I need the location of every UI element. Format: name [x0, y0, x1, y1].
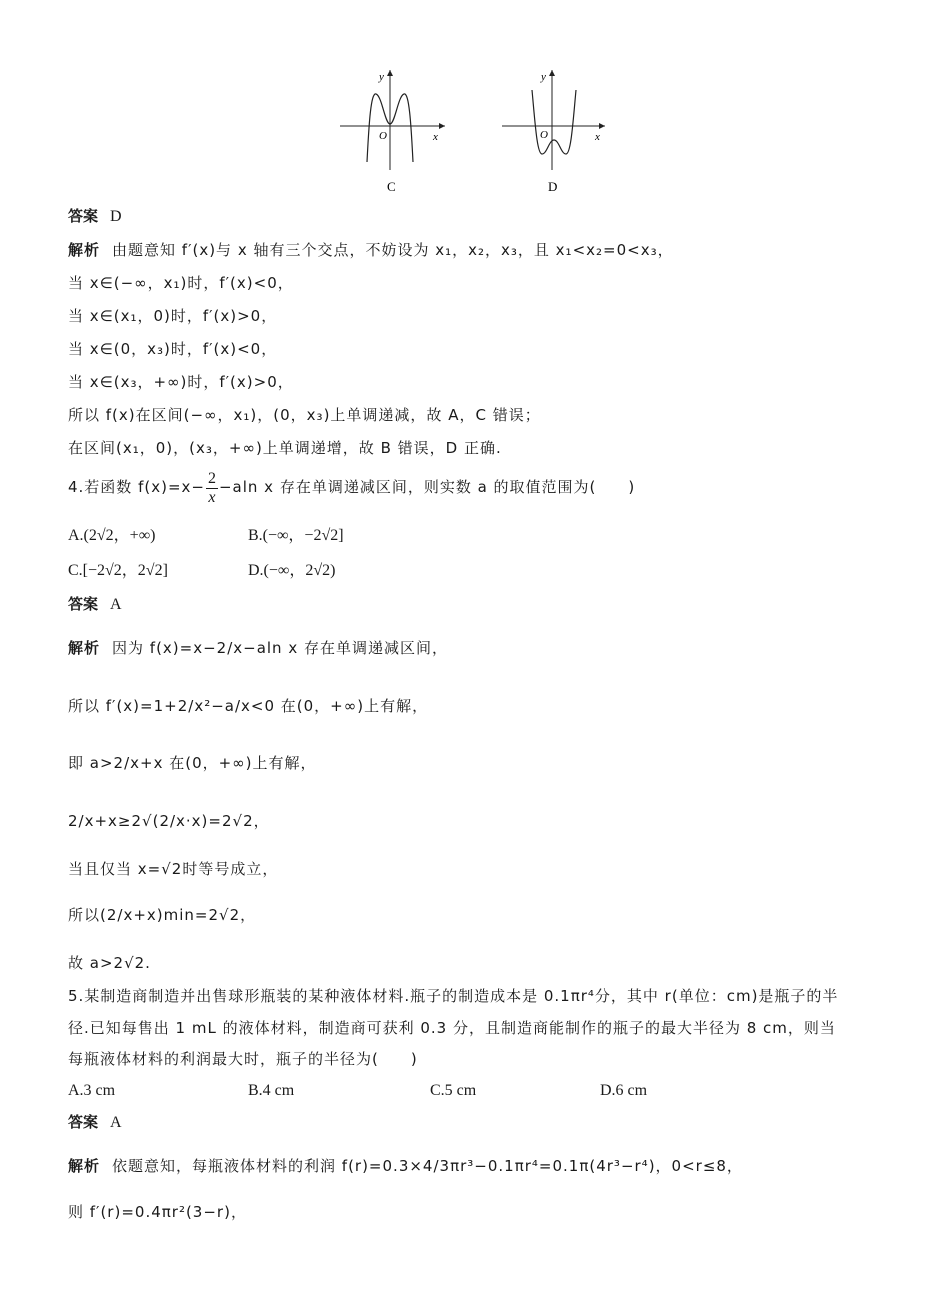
q3-line-1: 当 x∈(−∞，x₁)时，f′(x)<0， [68, 274, 294, 292]
graph-c-caption: C [387, 179, 396, 194]
q3-answer: 答案 D [68, 207, 122, 225]
graph-d-y-label: y [541, 71, 546, 83]
q4-analysis-2: 所以 f′(x)=1+2/x²−a/x<0 在(0，+∞)上有解， [68, 697, 429, 715]
q5-stem-3: 每瓶液体材料的利润最大时，瓶子的半径为( ) [68, 1050, 418, 1068]
graph-c-origin: O [379, 130, 387, 142]
q5-stem-1: 5.某制造商制造并出售球形瓶装的某种液体材料.瓶子的制造成本是 0.1πr⁴分，其中 r(单位：cm)是瓶子的半 [68, 987, 839, 1005]
q4-option-c: C.[−2√2，2√2] [68, 562, 168, 579]
q3-analysis-intro: 解析 由题意知 f′(x)与 x 轴有三个交点，不妨设为 x₁，x₂，x₃，且 x₁<x₂=0<x₃， [68, 241, 674, 259]
q5-option-c: C.5 cm [430, 1082, 477, 1099]
q3-line-2: 当 x∈(x₁，0)时，f′(x)>0， [68, 307, 278, 325]
graph-d-x-label: x [595, 131, 600, 143]
q5-option-b: B.4 cm [248, 1082, 295, 1099]
q5-stem-2: 径.已知每售出 1 mL 的液体材料，制造商可获利 0.3 分，且制造商能制作的瓶子的最大半径为 8 cm，则当 [68, 1019, 836, 1037]
graph-c-y-label: y [379, 71, 384, 83]
q4-analysis-1: 解析 因为 f(x)=x−2/x−aln x 存在单调递减区间， [68, 639, 448, 657]
graph-c [335, 62, 455, 197]
q4-analysis-4: 2/x+x≥2√(2/x·x)=2√2， [68, 812, 270, 830]
q3-line-6: 在区间(x₁，0)，(x₃，+∞)上单调递增，故 B 错误，D 正确. [68, 439, 502, 457]
q5-answer: 答案 A [68, 1113, 122, 1131]
q4-analysis-7: 故 a>2√2. [68, 954, 151, 972]
q5-analysis-2: 则 f′(r)=0.4πr²(3−r)， [68, 1203, 247, 1221]
graph-d-caption: D [548, 179, 558, 194]
graph-c-x-label: x [433, 131, 438, 143]
q3-line-5: 所以 f(x)在区间(−∞，x₁)，(0，x₃)上单调递减，故 A，C 错误； [68, 406, 541, 424]
q4-stem: 4.若函数 f(x)=x− $\frac{2}{x}$ −aln x 存在单调递减区间，则实数 a 的取值范围为( ) [68, 470, 636, 506]
graph-d [497, 62, 617, 197]
graph-d-origin: O [540, 129, 548, 141]
q5-option-a: A.3 cm [68, 1082, 116, 1099]
q4-option-d: D.(−∞，2√2) [248, 562, 336, 579]
q3-line-4: 当 x∈(x₃，+∞)时，f′(x)>0， [68, 373, 294, 391]
q4-analysis-3: 即 a>2/x+x 在(0，+∞)上有解， [68, 754, 317, 772]
q4-option-b: B.(−∞，−2√2] [248, 527, 344, 544]
q4-answer: 答案 A [68, 595, 122, 613]
q3-line-3: 当 x∈(0，x₃)时，f′(x)<0， [68, 340, 278, 358]
q5-analysis-1: 解析 依题意知，每瓶液体材料的利润 f(r)=0.3×4/3πr³−0.1πr⁴=0.1π(4r³−r⁴)，0<r≤8， [68, 1157, 743, 1175]
q4-analysis-5: 当且仅当 x=√2时等号成立， [68, 860, 279, 878]
q4-option-a: A.(2√2，+∞) [68, 527, 156, 544]
q4-analysis-6: 所以(2/x+x)min=2√2， [68, 906, 257, 924]
q5-option-d: D.6 cm [600, 1082, 648, 1099]
